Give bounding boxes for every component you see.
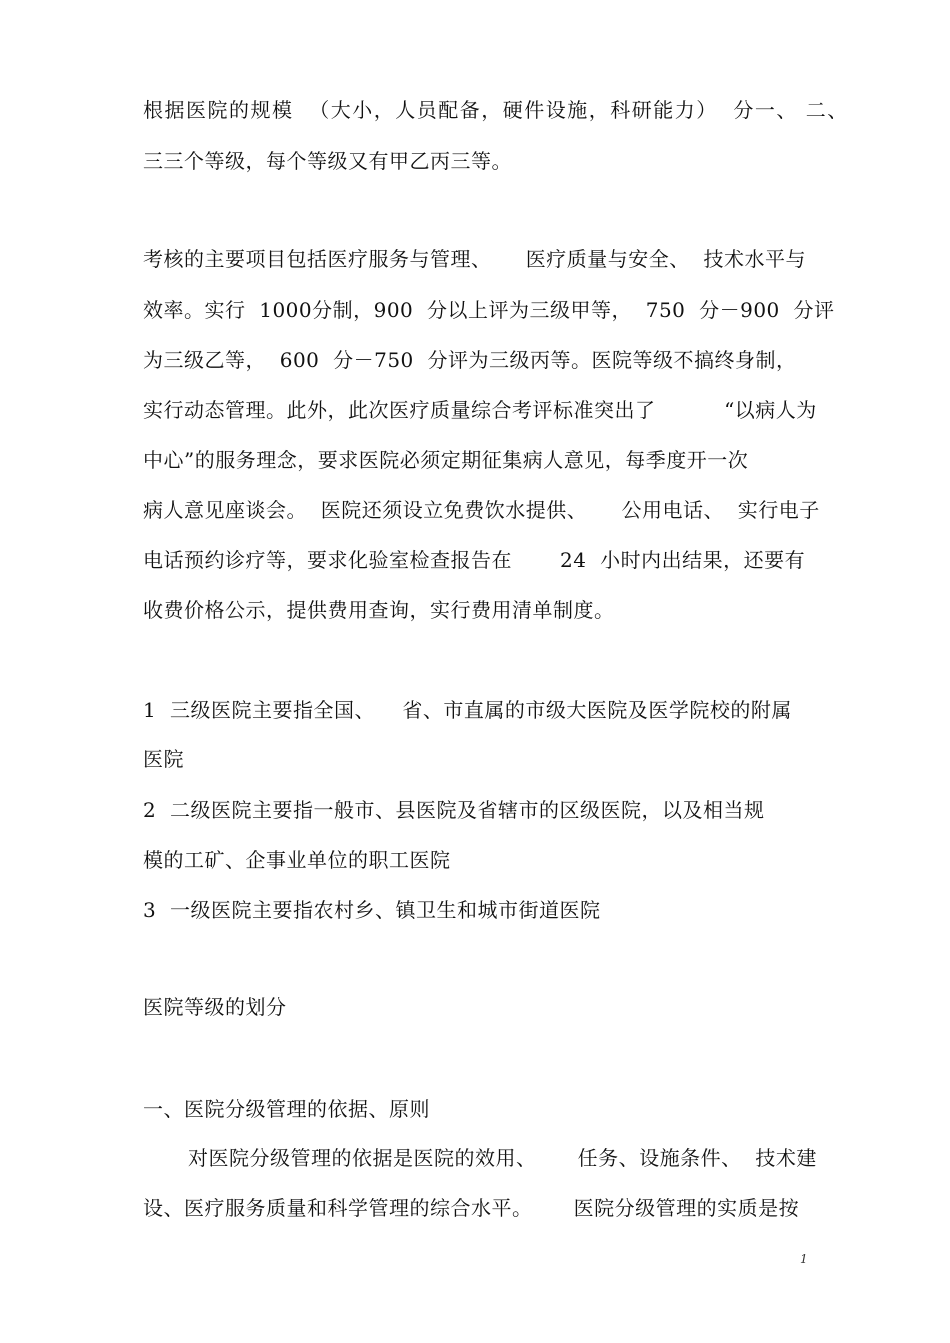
page-number: 1	[800, 1252, 808, 1266]
text-line-p2-5: 中心”的服务理念，要求医院必须定期征集病人意见，每季度开一次	[143, 448, 749, 472]
section-heading-grading-basis: 一、医院分级管理的依据、原则	[143, 1097, 430, 1121]
text-line-p3-5: 3 一级医院主要指农村乡、镇卫生和城市街道医院	[143, 898, 601, 922]
text-line-p3-3: 2 二级医院主要指一般市、县医院及省辖市的区级医院，以及相当规	[143, 798, 765, 822]
text-line-p2-2: 效率。实行 1000分制，900 分以上评为三级甲等， 750 分－900 分评	[143, 298, 835, 322]
text-line-p2-1: 考核的主要项目包括医疗服务与管理、 医疗质量与安全、 技术水平与	[143, 247, 807, 271]
text-line-p3-1: 1 三级医院主要指全国、 省、市直属的市级大医院及医学院校的附属	[143, 698, 792, 722]
text-line-p3-2: 医院	[143, 747, 184, 771]
text-line-p3-4: 模的工矿、企事业单位的职工医院	[143, 848, 451, 872]
text-line-p1-1: 根据医院的规模 （大小，人员配备，硬件设施，科研能力） 分一、 二、	[143, 98, 849, 122]
text-line-p4-2: 设、医疗服务质量和科学管理的综合水平。 医院分级管理的实质是按	[143, 1196, 800, 1220]
text-line-p1-2: 三三个等级，每个等级又有甲乙丙三等。	[143, 149, 512, 173]
text-line-p2-4: 实行动态管理。此外，此次医疗质量综合考评标准突出了 “以病人为	[143, 398, 817, 422]
text-line-p2-6: 病人意见座谈会。 医院还须设立免费饮水提供、 公用电话、 实行电子	[143, 498, 820, 522]
section-heading-hospital-grades: 医院等级的划分	[143, 995, 287, 1019]
text-line-p2-8: 收费价格公示，提供费用查询，实行费用清单制度。	[143, 598, 615, 622]
text-line-p4-1: 对医院分级管理的依据是医院的效用、 任务、设施条件、 技术建	[188, 1146, 817, 1170]
text-line-p2-3: 为三级乙等， 600 分－750 分评为三级丙等。医院等级不搞终身制，	[143, 348, 797, 372]
text-line-p2-7: 电话预约诊疗等，要求化验室检查报告在 24 小时内出结果，还要有	[143, 548, 806, 572]
